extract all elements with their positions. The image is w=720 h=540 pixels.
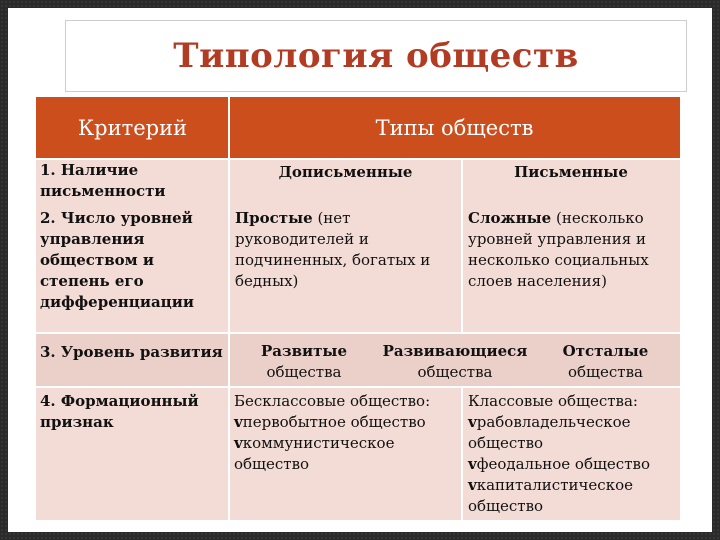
bullet-icon: v: [468, 413, 477, 431]
row3-type-b: [379, 333, 531, 387]
bullet-icon: v: [468, 476, 477, 494]
row4-b-item: [468, 412, 676, 454]
title-box: [65, 20, 687, 92]
row4-a-title: Бесклассовые общество:: [234, 392, 431, 410]
grid-line: [461, 387, 463, 520]
row4-type-b: [462, 387, 680, 520]
row4-a-item-text: коммунистическое общество: [234, 434, 395, 473]
row4-type-a: [229, 387, 462, 520]
bullet-icon: v: [468, 455, 477, 473]
row4-a-item-text: первобытное общество: [242, 413, 426, 431]
row4-b-item-text: рабовладельческое общество: [468, 413, 631, 452]
row2-type-b: [462, 203, 680, 333]
grid-line: [461, 159, 463, 333]
row3-c-line2: общества: [568, 363, 643, 381]
row2-b-bold: Сложные: [468, 209, 552, 227]
row4-criterion: 4. Формационный признак: [36, 387, 229, 520]
header-types: Типы обществ: [229, 97, 680, 159]
row4-a-item: [234, 433, 458, 475]
row3-type-c: [531, 333, 680, 387]
row4-b-item: [468, 454, 676, 475]
bullet-icon: v: [234, 413, 243, 431]
row2-criterion: 2. Число уровней управления обществом и степень его дифференциации: [36, 203, 229, 333]
row3-type-a: [229, 333, 379, 387]
row3-a-line2: общества: [266, 363, 342, 381]
row4-b-item-text: феодальное общество: [476, 455, 650, 473]
page-title: Типология обществ: [173, 36, 579, 76]
row3-b-line2: общества: [417, 363, 493, 381]
row1-type-b: Письменные: [462, 159, 680, 203]
row2-a-rest: (нет руководителей и подчиненных, богатых и бедных): [235, 209, 431, 290]
row4-b-item-text: капиталистическое общество: [468, 476, 633, 515]
grid-line: [36, 386, 680, 388]
grid-line: [228, 97, 230, 520]
slide: [8, 8, 712, 532]
row2-type-a: [229, 203, 462, 333]
bullet-icon: v: [234, 434, 243, 452]
row4-a-item: [234, 412, 458, 433]
row4-b-item: [468, 475, 676, 517]
grid-line: [36, 158, 680, 160]
header-criterion: Критерий: [36, 97, 229, 159]
row2-b-rest: (несколько уровней управления и несколько социальных слоев населения): [468, 209, 649, 290]
row3-b-line1: Развивающиеся: [382, 342, 528, 360]
row3-criterion: 3. Уровень развития: [36, 333, 229, 387]
row4-b-title: Классовые общества:: [468, 392, 638, 410]
row1-type-a: Дописьменные: [229, 159, 462, 203]
row3-a-line1: Развитые: [261, 342, 347, 360]
grid-line: [36, 332, 680, 334]
row1-criterion: 1. Наличие письменности: [36, 159, 229, 203]
row3-c-line1: Отсталые: [562, 342, 649, 360]
row2-a-bold: Простые: [235, 209, 313, 227]
typology-table: [36, 97, 680, 520]
